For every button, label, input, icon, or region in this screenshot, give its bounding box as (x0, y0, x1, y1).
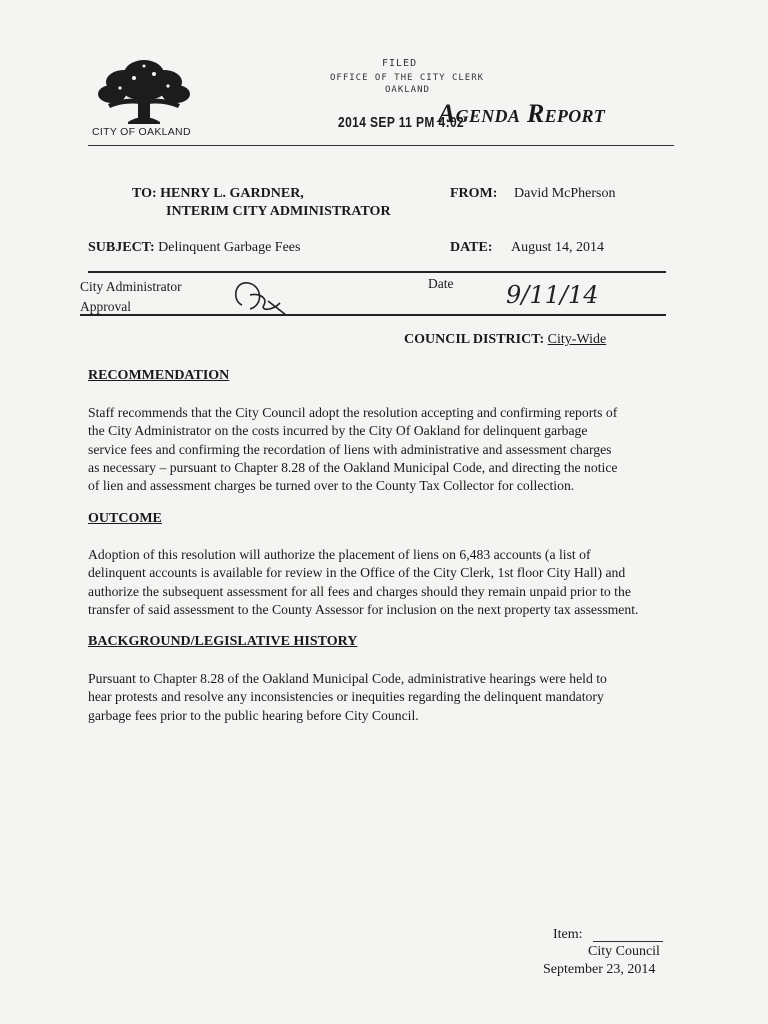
paragraph-line: hear protests and resolve any inconsistencies or inequities regarding the delinquent mandatory (88, 689, 604, 705)
paragraph-line: garbage fees prior to the public hearing before City Council. (88, 707, 419, 723)
from-value: David McPherson (514, 186, 616, 201)
clerk-office-stamp: OFFICE OF THE CITY CLERK (330, 73, 485, 83)
paragraph-line: Staff recommends that the City Council adopt the resolution accepting and confirming reports of (88, 405, 618, 420)
approval-bottom-rule (80, 314, 666, 316)
from-label: FROM: (450, 186, 498, 201)
subject-label: SUBJECT: (88, 240, 155, 255)
recommendation-heading: RECOMMENDATION (88, 368, 230, 383)
item-number-blank (593, 941, 663, 942)
paragraph-line: transfer of said assessment to the County Assessor for inclusion on the next property tax assessment. (88, 601, 639, 617)
approval-label-line2: Approval (80, 299, 131, 314)
to-name: HENRY L. GARDNER, (160, 186, 304, 201)
item-label: Item: (553, 927, 583, 942)
approval-label-line1: City Administrator (80, 279, 182, 294)
subject-line (88, 240, 300, 256)
to-line (132, 186, 304, 202)
background-heading: BACKGROUND/LEGISLATIVE HISTORY (88, 634, 358, 649)
handwritten-date (504, 277, 599, 311)
letterhead-divider (88, 145, 674, 146)
administrator-signature (228, 275, 288, 317)
outcome-paragraph (88, 546, 708, 619)
filed-stamp: FILED (382, 58, 418, 69)
footer-meeting-date: September 23, 2014 (543, 962, 656, 977)
council-district (404, 332, 606, 348)
recommendation-paragraph (88, 404, 708, 495)
background-paragraph (88, 670, 708, 725)
footer-council: City Council (588, 944, 660, 959)
report-title: Agenda Report (438, 99, 606, 128)
logo-caption: CITY OF OAKLAND (92, 126, 191, 138)
approval-date-label: Date (428, 276, 454, 291)
paragraph-line: delinquent accounts is available for review in the Office of the City Clerk, 1st floor City Hall) and (88, 565, 626, 581)
approval-top-rule (88, 271, 666, 273)
paragraph-line: Adoption of this resolution will authorize the placement of liens on 6,483 accounts (a list of (88, 547, 591, 562)
paragraph-line: the City Administrator on the costs incurred by the City Of Oakland for delinquent garbage (88, 423, 588, 439)
paragraph-line: of lien and assessment charges be turned over to the County Tax Collector for collection. (88, 478, 575, 494)
to-label: TO: (132, 186, 157, 201)
paragraph-line: service fees and confirming the recordation of liens with administrative and assessment charges (88, 441, 612, 457)
council-district-value: City-Wide (547, 332, 607, 347)
paragraph-line: Pursuant to Chapter 8.28 of the Oakland Municipal Code, administrative hearings were held to (88, 671, 607, 686)
subject-value: Delinquent Garbage Fees (158, 240, 301, 255)
date-value: August 14, 2014 (511, 240, 604, 255)
paragraph-line: authorize the subsequent assessment for all fees and charges should they remain unpaid prior to the (88, 583, 631, 599)
to-title: INTERIM CITY ADMINISTRATOR (166, 204, 391, 219)
paragraph-line: as necessary – pursuant to Chapter 8.28 of the Oakland Municipal Code, and directing the notice (88, 459, 618, 475)
oakland-stamp: OAKLAND (385, 85, 430, 95)
council-district-label: COUNCIL DISTRICT: (404, 332, 545, 347)
filed-date-stamp: 2014 SEP 11 PM 4:02 (338, 114, 465, 131)
date-label: DATE: (450, 240, 493, 255)
outcome-heading: OUTCOME (88, 511, 162, 526)
handwritten-date-text: 9/11/14 (506, 281, 599, 309)
